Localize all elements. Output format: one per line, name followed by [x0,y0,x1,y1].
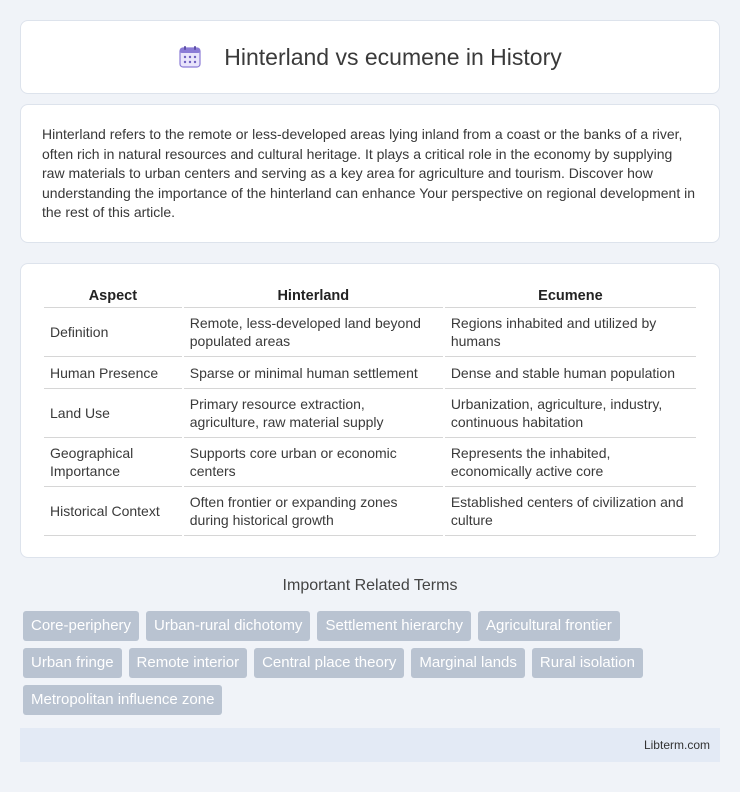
intro-paragraph: Hinterland refers to the remote or less-developed areas lying inland from a coast or the banks of a river, often rich in natural resources and cultural heritage. It plays a critical role in the economy by supplying raw materials to urban centers and serving as a key area for agriculture and tourism. Discover how understanding the importance of the hinterland can enhance Your perspective on regional development in the rest of this article. [42,126,696,220]
table-row [44,438,696,487]
related-term-tag[interactable]: Agricultural frontier [478,611,620,641]
ecumene-cell: Urbanization, agriculture, industry, continuous habitation [445,389,696,438]
ecumene-cell: Established centers of civilization and culture [445,487,696,536]
hinterland-cell: Sparse or minimal human settlement [184,357,443,389]
related-term-tag[interactable]: Remote interior [129,648,248,678]
column-header: Hinterland [184,284,443,308]
title-card [20,20,720,94]
ecumene-cell: Represents the inhabited, economically active core [445,438,696,487]
related-term-tag[interactable]: Core-periphery [23,611,139,641]
comparison-table [42,284,698,536]
intro-card [20,104,720,243]
comparison-card [20,263,720,558]
table-row [44,308,696,357]
calendar-icon [178,45,202,69]
related-term-tag[interactable]: Urban-rural dichotomy [146,611,310,641]
footer-site-link[interactable]: Libterm.com [643,738,710,752]
related-term-tag[interactable]: Rural isolation [532,648,643,678]
table-row [44,487,696,536]
ecumene-cell: Dense and stable human population [445,357,696,389]
footer [20,728,720,762]
ecumene-cell: Regions inhabited and utilized by humans [445,308,696,357]
related-term-tag[interactable]: Marginal lands [411,648,525,678]
hinterland-cell: Remote, less-developed land beyond populated areas [184,308,443,357]
column-header: Aspect [44,284,182,308]
related-term-tag[interactable]: Settlement hierarchy [317,611,471,641]
aspect-cell: Land Use [44,389,182,438]
hinterland-cell: Supports core urban or economic centers [184,438,443,487]
page-title: Hinterland vs ecumene in History [224,43,562,70]
table-row [44,357,696,389]
hinterland-cell: Often frontier or expanding zones during historical growth [184,487,443,536]
related-term-tag[interactable]: Central place theory [254,648,404,678]
related-term-tag[interactable]: Urban fringe [23,648,122,678]
aspect-cell: Human Presence [44,357,182,389]
table-row [44,389,696,438]
column-header: Ecumene [445,284,696,308]
aspect-cell: Geographical Importance [44,438,182,487]
aspect-cell: Definition [44,308,182,357]
related-terms-heading: Important Related Terms [282,577,458,594]
related-terms-list [23,611,703,715]
hinterland-cell: Primary resource extraction, agriculture, raw material supply [184,389,443,438]
related-term-tag[interactable]: Metropolitan influence zone [23,685,222,715]
aspect-cell: Historical Context [44,487,182,536]
table-header-row [44,284,696,308]
